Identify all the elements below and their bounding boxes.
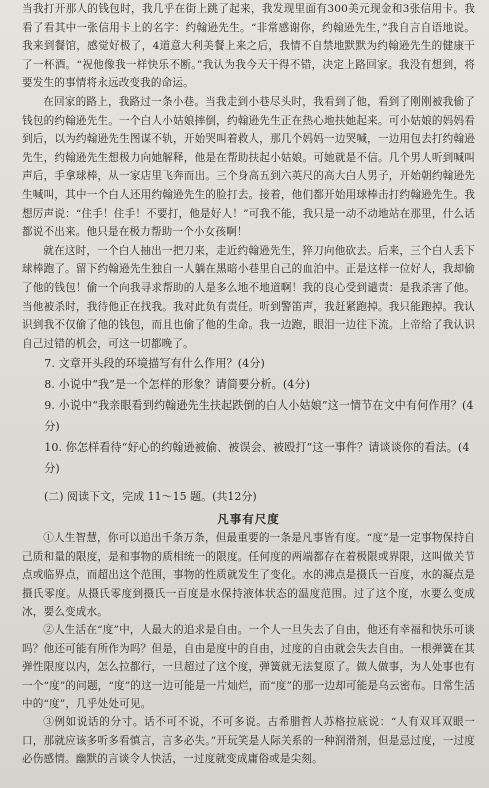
question-item xyxy=(22,395,475,437)
question-item xyxy=(22,374,475,395)
story-paragraph-3: 就在这时，一个白人抽出一把刀来，走近约翰逊先生，猝刀向他砍去。后来，三个白人丢下球棒跑了。留下约翰逊先生独自一人躺在黑暗小巷里自己的血泊中。正是这样一位好人，我却偷了他的钱包！偷一个向我寻求帮助的人是多么地不地道啊！我的良心受到谴责：是我杀害了他。当他被杀时，我待他正在找我。我对此负有责任。听到警笛声，我赶紧跑掉。我只能跑掉。我认识到我不仅偷了他的钱包，而且也偷了他的生命。我一边跑，眼泪一边往下流。上帝给了我认识自己过错的机会，可这一切都晚了。 xyxy=(22,244,475,350)
section-heading: (二) 阅读下文，完成 11～15 题。(共12分) xyxy=(44,490,257,504)
question-text: 小说中“我亲眼看到约翰逊先生扶起跌倒的白人小姑娘”这一情节在文中有何作用？(4分) xyxy=(44,399,474,434)
question-number: 8. xyxy=(44,378,55,392)
question-text: 你怎样看待“好心的约翰逊被偷、被误会、被殴打”这一事件？请谈谈你的看法。(4分) xyxy=(44,441,470,476)
question-item xyxy=(22,353,475,374)
question-text: 小说中“我”是一个怎样的形象？请简要分析。(4分) xyxy=(58,378,311,392)
question-item xyxy=(22,437,475,479)
story-paragraph-2: 在回家的路上，我路过一条小巷。当我走到小巷尽头时，我看到了他，看到了刚刚被我偷了钱包的约翰逊先生。一个白人小姑娘摔倒，约翰逊先生正在热心地扶她起来。可小姑娘的妈妈看到后，以为约翰逊先生图谋不轨，开始哭叫着救人，那几个妈妈一边哭喊，一边用包去打约翰逊先生，约翰逊先生想极力向她解释，他是在帮助扶起小姑娘。可她就是不信。几个男人听到喊叫声后，手拿球棒，从一家店里飞奔而出。三个身高五到六英尺的高大白人男子，开始朝约翰逊先生喊叫，其中一个白人还用约翰逊先生的脸打去。接着，他们都开始用球棒击打约翰逊先生。我想厉声说：“住手！住手！不要打，他是好人！”可我不能，我只是一动不动地站在那里，什么话都说不出来。他只是在极力帮助一个小女孩啊！ xyxy=(22,95,475,239)
essay-paragraph-2: ②人生活在“度”中，人最大的追求是自由。一个人一旦失去了自由，他还有幸福和快乐可谈吗？他还可能有所作为吗？但是，自由是度中的自由，过度的自由就会失去自由。一根弹簧在其弹性限度以内，怎么拉都行，一旦超过了这个度，弹簧就无法复原了。做人做事，为人处事也有一个“度”的问题，“度”的这一边可能是一片灿烂，而“度”的那一边却可能是乌云密布。日常生活中的“度”，几乎处处可见。 xyxy=(22,624,475,710)
question-list xyxy=(22,353,475,479)
essay-title: 凡事有尺度 xyxy=(217,512,280,527)
question-number: 10. xyxy=(44,441,63,455)
story-paragraph-1: 当我打开那人的钱包时，我几乎在街上跳了起来，我发现里面有300美元现金和3张信用卡。我看了看其中一张信用卡上的名字：约翰逊先生。“非常感谢你，约翰逊先生，”我自言自语地说。我来到餐馆，感觉好极了，4道意大利美餐上来之后，我情不自禁地默默为约翰逊先生的健康干了一杯酒。“祝他像我一样快乐不断。”我认为我今天干得不错，决定上路回家。我没有想到，将要发生的事情将永远改变我的命运。 xyxy=(22,3,475,90)
essay-paragraph-3: ③例如说话的分寸。话不可不说，不可多说。古希腊哲人苏格拉底说：“人有双耳双眼一口，那就应该多听多看慎言，言多必失。”开玩笑是人际关系的一种润滑剂，但是忌过度，一过度必伤感情。幽默的言谈令人快活，一过度就变成庸俗或是尖刻。 xyxy=(22,716,475,766)
question-number: 7. xyxy=(44,357,55,371)
essay-paragraph-1: ①人生智慧，你可以追出千条万条，但最重要的一条是凡事皆有度。“度”是一定事物保持自己质和量的限度，是和事物的质相统一的限度。任何度的两端都存在着极限或界限，这叫做关节点或临界点，而超出这个范围，事物的性质就发生了变化。水的沸点是摄氏一百度，水的凝点是摄氏零度。从摄氏零度到摄氏一百度是水保持液体状态的温度范围。过了这个度，水要么变成冰，要么变成水。 xyxy=(22,532,475,618)
question-number: 9. xyxy=(44,399,55,413)
question-text: 文章开头段的环境描写有什么作用？(4分) xyxy=(58,357,265,371)
